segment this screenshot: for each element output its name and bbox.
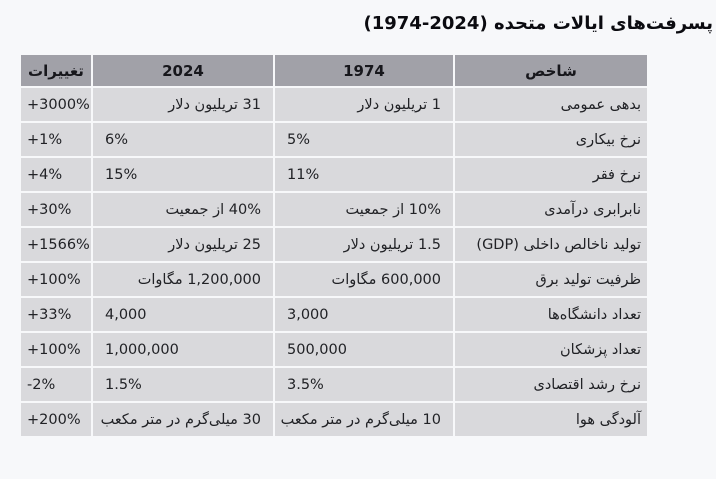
table-row <box>21 368 647 401</box>
cell-change-value: -2% <box>21 368 91 401</box>
cell-change-value: +33% <box>21 298 91 331</box>
table-row <box>21 123 647 156</box>
cell-2024-value: 4,000 <box>93 298 273 331</box>
column-header-2024: 2024 <box>93 55 273 86</box>
cell-change-value: +100% <box>21 333 91 366</box>
cell-change-value: +100% <box>21 263 91 296</box>
table-body <box>21 88 647 436</box>
table-row <box>21 88 647 121</box>
cell-2024-value: 25 تریلیون دلار <box>93 228 273 261</box>
cell-1974-value: 11% <box>275 158 453 191</box>
row-indicator-label: نرخ فقر <box>455 158 647 191</box>
table-row <box>21 263 647 296</box>
cell-change-value: +1% <box>21 123 91 156</box>
cell-change-value: +4% <box>21 158 91 191</box>
table-row <box>21 333 647 366</box>
table-row <box>21 228 647 261</box>
row-indicator-label: تولید ناخالص داخلی (GDP) <box>455 228 647 261</box>
row-indicator-label: بدهی عمومی <box>455 88 647 121</box>
cell-2024-value: 40% از جمعیت <box>93 193 273 226</box>
row-indicator-label: تعداد دانشگاه‌ها <box>455 298 647 331</box>
cell-1974-value: 10% از جمعیت <box>275 193 453 226</box>
table-header <box>21 55 647 86</box>
cell-2024-value: 31 تریلیون دلار <box>93 88 273 121</box>
table-row <box>21 193 647 226</box>
row-indicator-label: ظرفیت تولید برق <box>455 263 647 296</box>
cell-2024-value: 15% <box>93 158 273 191</box>
cell-1974-value: 600,000 مگاوات <box>275 263 453 296</box>
cell-1974-value: 1 تریلیون دلار <box>275 88 453 121</box>
row-indicator-label: نرخ رشد اقتصادی <box>455 368 647 401</box>
column-header-1974: 1974 <box>275 55 453 86</box>
cell-change-value: +30% <box>21 193 91 226</box>
row-indicator-label: نرخ بیکاری <box>455 123 647 156</box>
table-row <box>21 158 647 191</box>
cell-1974-value: 5% <box>275 123 453 156</box>
table-row <box>21 298 647 331</box>
cell-change-value: +3000% <box>21 88 91 121</box>
cell-2024-value: 30 میلی‌گرم در متر مکعب <box>93 403 273 436</box>
cell-2024-value: 1,200,000 مگاوات <box>93 263 273 296</box>
page-title: پسرفت‌های ایالات متحده (2024-1974) <box>363 13 713 34</box>
cell-2024-value: 6% <box>93 123 273 156</box>
row-indicator-label: تعداد پزشکان <box>455 333 647 366</box>
header-row <box>21 55 647 86</box>
cell-2024-value: 1,000,000 <box>93 333 273 366</box>
cell-1974-value: 3.5% <box>275 368 453 401</box>
cell-2024-value: 1.5% <box>93 368 273 401</box>
column-header-indicator: شاخص <box>455 55 647 86</box>
cell-1974-value: 10 میلی‌گرم در متر مکعب <box>275 403 453 436</box>
table-row <box>21 403 647 436</box>
page <box>0 11 716 479</box>
cell-1974-value: 1.5 تریلیون دلار <box>275 228 453 261</box>
comparison-table <box>19 53 649 438</box>
row-indicator-label: نابرابری درآمدی <box>455 193 647 226</box>
cell-1974-value: 3,000 <box>275 298 453 331</box>
cell-1974-value: 500,000 <box>275 333 453 366</box>
column-header-changes: تغییرات <box>21 55 91 86</box>
cell-change-value: +200% <box>21 403 91 436</box>
row-indicator-label: آلودگی هوا <box>455 403 647 436</box>
cell-change-value: +1566% <box>21 228 91 261</box>
